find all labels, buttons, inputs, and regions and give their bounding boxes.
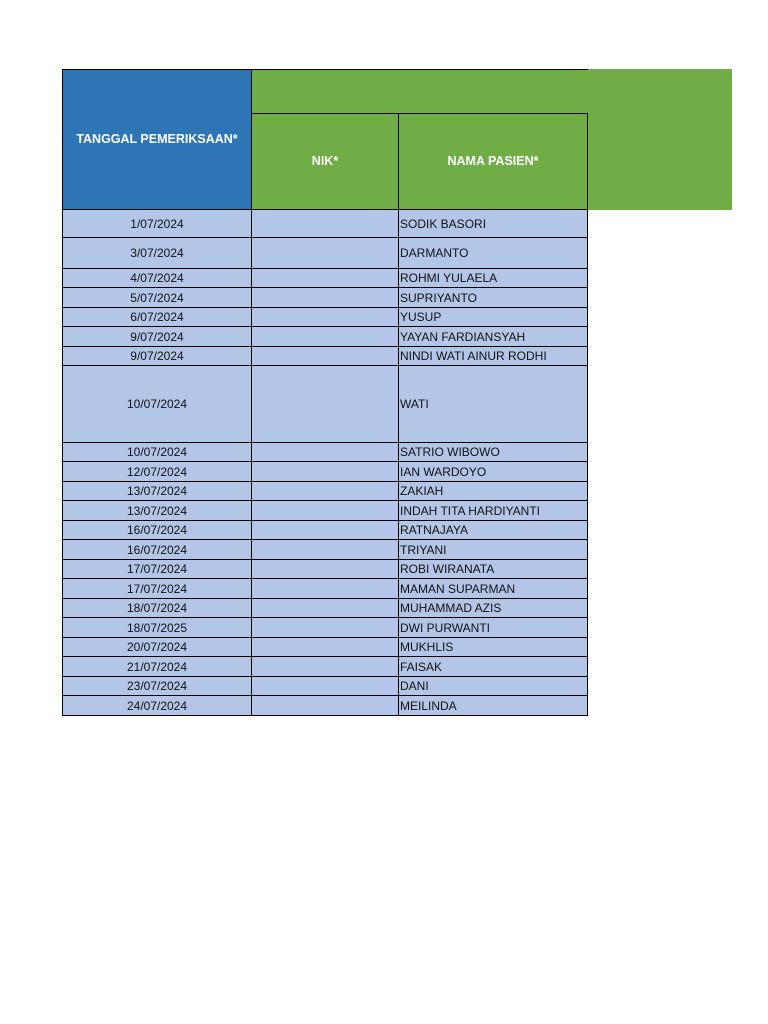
table-row [63, 638, 588, 657]
cell-nama-pasien[interactable]: MAMAN SUPARMAN [399, 579, 588, 599]
cell-tanggal[interactable]: 4/07/2024 [63, 269, 252, 288]
table-body [63, 210, 588, 716]
table-row [63, 657, 588, 677]
table-row [63, 579, 588, 599]
cell-nama-pasien[interactable]: FAISAK [399, 657, 588, 677]
table-row [63, 462, 588, 482]
cell-nik[interactable] [252, 347, 399, 366]
cell-nik[interactable] [252, 579, 399, 599]
cell-tanggal[interactable]: 23/07/2024 [63, 677, 252, 696]
table-row [63, 347, 588, 366]
table-row [63, 269, 588, 288]
header-row-top [63, 70, 588, 114]
cell-nik[interactable] [252, 599, 399, 618]
table-row [63, 288, 588, 308]
cell-nik[interactable] [252, 677, 399, 696]
cell-tanggal[interactable]: 16/07/2024 [63, 540, 252, 560]
cell-tanggal[interactable]: 6/07/2024 [63, 308, 252, 327]
table-row [63, 366, 588, 443]
cell-nik[interactable] [252, 366, 399, 443]
table-row [63, 443, 588, 462]
header-nik[interactable]: NIK* [252, 114, 399, 210]
table-row [63, 482, 588, 501]
cell-nama-pasien[interactable]: IAN WARDOYO [399, 462, 588, 482]
cell-nik[interactable] [252, 540, 399, 560]
cell-nama-pasien[interactable]: NINDI WATI AINUR RODHI [399, 347, 588, 366]
table-row [63, 560, 588, 579]
header-nama-pasien[interactable]: NAMA PASIEN* [399, 114, 588, 210]
cell-tanggal[interactable]: 12/07/2024 [63, 462, 252, 482]
cell-nik[interactable] [252, 638, 399, 657]
cell-nama-pasien[interactable]: TRIYANI [399, 540, 588, 560]
cell-nama-pasien[interactable]: DANI [399, 677, 588, 696]
cell-nik[interactable] [252, 696, 399, 716]
cell-nama-pasien[interactable]: DARMANTO [399, 238, 588, 269]
cell-tanggal[interactable]: 18/07/2025 [63, 618, 252, 638]
table-row [63, 501, 588, 521]
cell-nik[interactable] [252, 210, 399, 238]
cell-nama-pasien[interactable]: MUKHLIS [399, 638, 588, 657]
cell-nama-pasien[interactable]: ZAKIAH [399, 482, 588, 501]
cell-nik[interactable] [252, 521, 399, 540]
table-row [63, 677, 588, 696]
table-row [63, 540, 588, 560]
header-tanggal[interactable]: TANGGAL PEMERIKSAAN* [63, 70, 252, 210]
cell-nik[interactable] [252, 501, 399, 521]
cell-nama-pasien[interactable]: SATRIO WIBOWO [399, 443, 588, 462]
cell-nama-pasien[interactable]: ROHMI YULAELA [399, 269, 588, 288]
cell-nama-pasien[interactable]: SUPRIYANTO [399, 288, 588, 308]
table-row [63, 327, 588, 347]
cell-nik[interactable] [252, 308, 399, 327]
cell-nama-pasien[interactable]: YUSUP [399, 308, 588, 327]
cell-tanggal[interactable]: 5/07/2024 [63, 288, 252, 308]
cell-tanggal[interactable]: 17/07/2024 [63, 579, 252, 599]
cell-tanggal[interactable]: 1/07/2024 [63, 210, 252, 238]
cell-tanggal[interactable]: 20/07/2024 [63, 638, 252, 657]
cell-nik[interactable] [252, 443, 399, 462]
cell-tanggal[interactable]: 13/07/2024 [63, 501, 252, 521]
table-row [63, 238, 588, 269]
cell-tanggal[interactable]: 13/07/2024 [63, 482, 252, 501]
cell-tanggal[interactable]: 3/07/2024 [63, 238, 252, 269]
table-row [63, 599, 588, 618]
table-row [63, 521, 588, 540]
header-merged-blank [252, 70, 588, 114]
cell-nik[interactable] [252, 482, 399, 501]
cell-tanggal[interactable]: 24/07/2024 [63, 696, 252, 716]
cell-tanggal[interactable]: 9/07/2024 [63, 327, 252, 347]
cell-nik[interactable] [252, 238, 399, 269]
cell-nik[interactable] [252, 618, 399, 638]
cell-nama-pasien[interactable]: DWI PURWANTI [399, 618, 588, 638]
cell-nik[interactable] [252, 560, 399, 579]
table-row [63, 618, 588, 638]
cell-nama-pasien[interactable]: YAYAN FARDIANSYAH [399, 327, 588, 347]
table-row [63, 210, 588, 238]
cell-nama-pasien[interactable]: INDAH TITA HARDIYANTI [399, 501, 588, 521]
cell-tanggal[interactable]: 17/07/2024 [63, 560, 252, 579]
cell-nama-pasien[interactable]: MEILINDA [399, 696, 588, 716]
table-row [63, 308, 588, 327]
cell-tanggal[interactable]: 21/07/2024 [63, 657, 252, 677]
cell-nik[interactable] [252, 462, 399, 482]
cell-nama-pasien[interactable]: RATNAJAYA [399, 521, 588, 540]
cell-tanggal[interactable]: 18/07/2024 [63, 599, 252, 618]
cell-tanggal[interactable]: 10/07/2024 [63, 443, 252, 462]
cell-nama-pasien[interactable]: ROBI WIRANATA [399, 560, 588, 579]
cell-nik[interactable] [252, 657, 399, 677]
cell-nama-pasien[interactable]: MUHAMMAD AZIS [399, 599, 588, 618]
cell-tanggal[interactable]: 16/07/2024 [63, 521, 252, 540]
cell-nama-pasien[interactable]: WATI [399, 366, 588, 443]
patient-table [62, 69, 588, 716]
cell-nik[interactable] [252, 327, 399, 347]
cell-nik[interactable] [252, 288, 399, 308]
table-row [63, 696, 588, 716]
cell-tanggal[interactable]: 9/07/2024 [63, 347, 252, 366]
cell-nik[interactable] [252, 269, 399, 288]
cell-tanggal[interactable]: 10/07/2024 [63, 366, 252, 443]
cell-nama-pasien[interactable]: SODIK BASORI [399, 210, 588, 238]
